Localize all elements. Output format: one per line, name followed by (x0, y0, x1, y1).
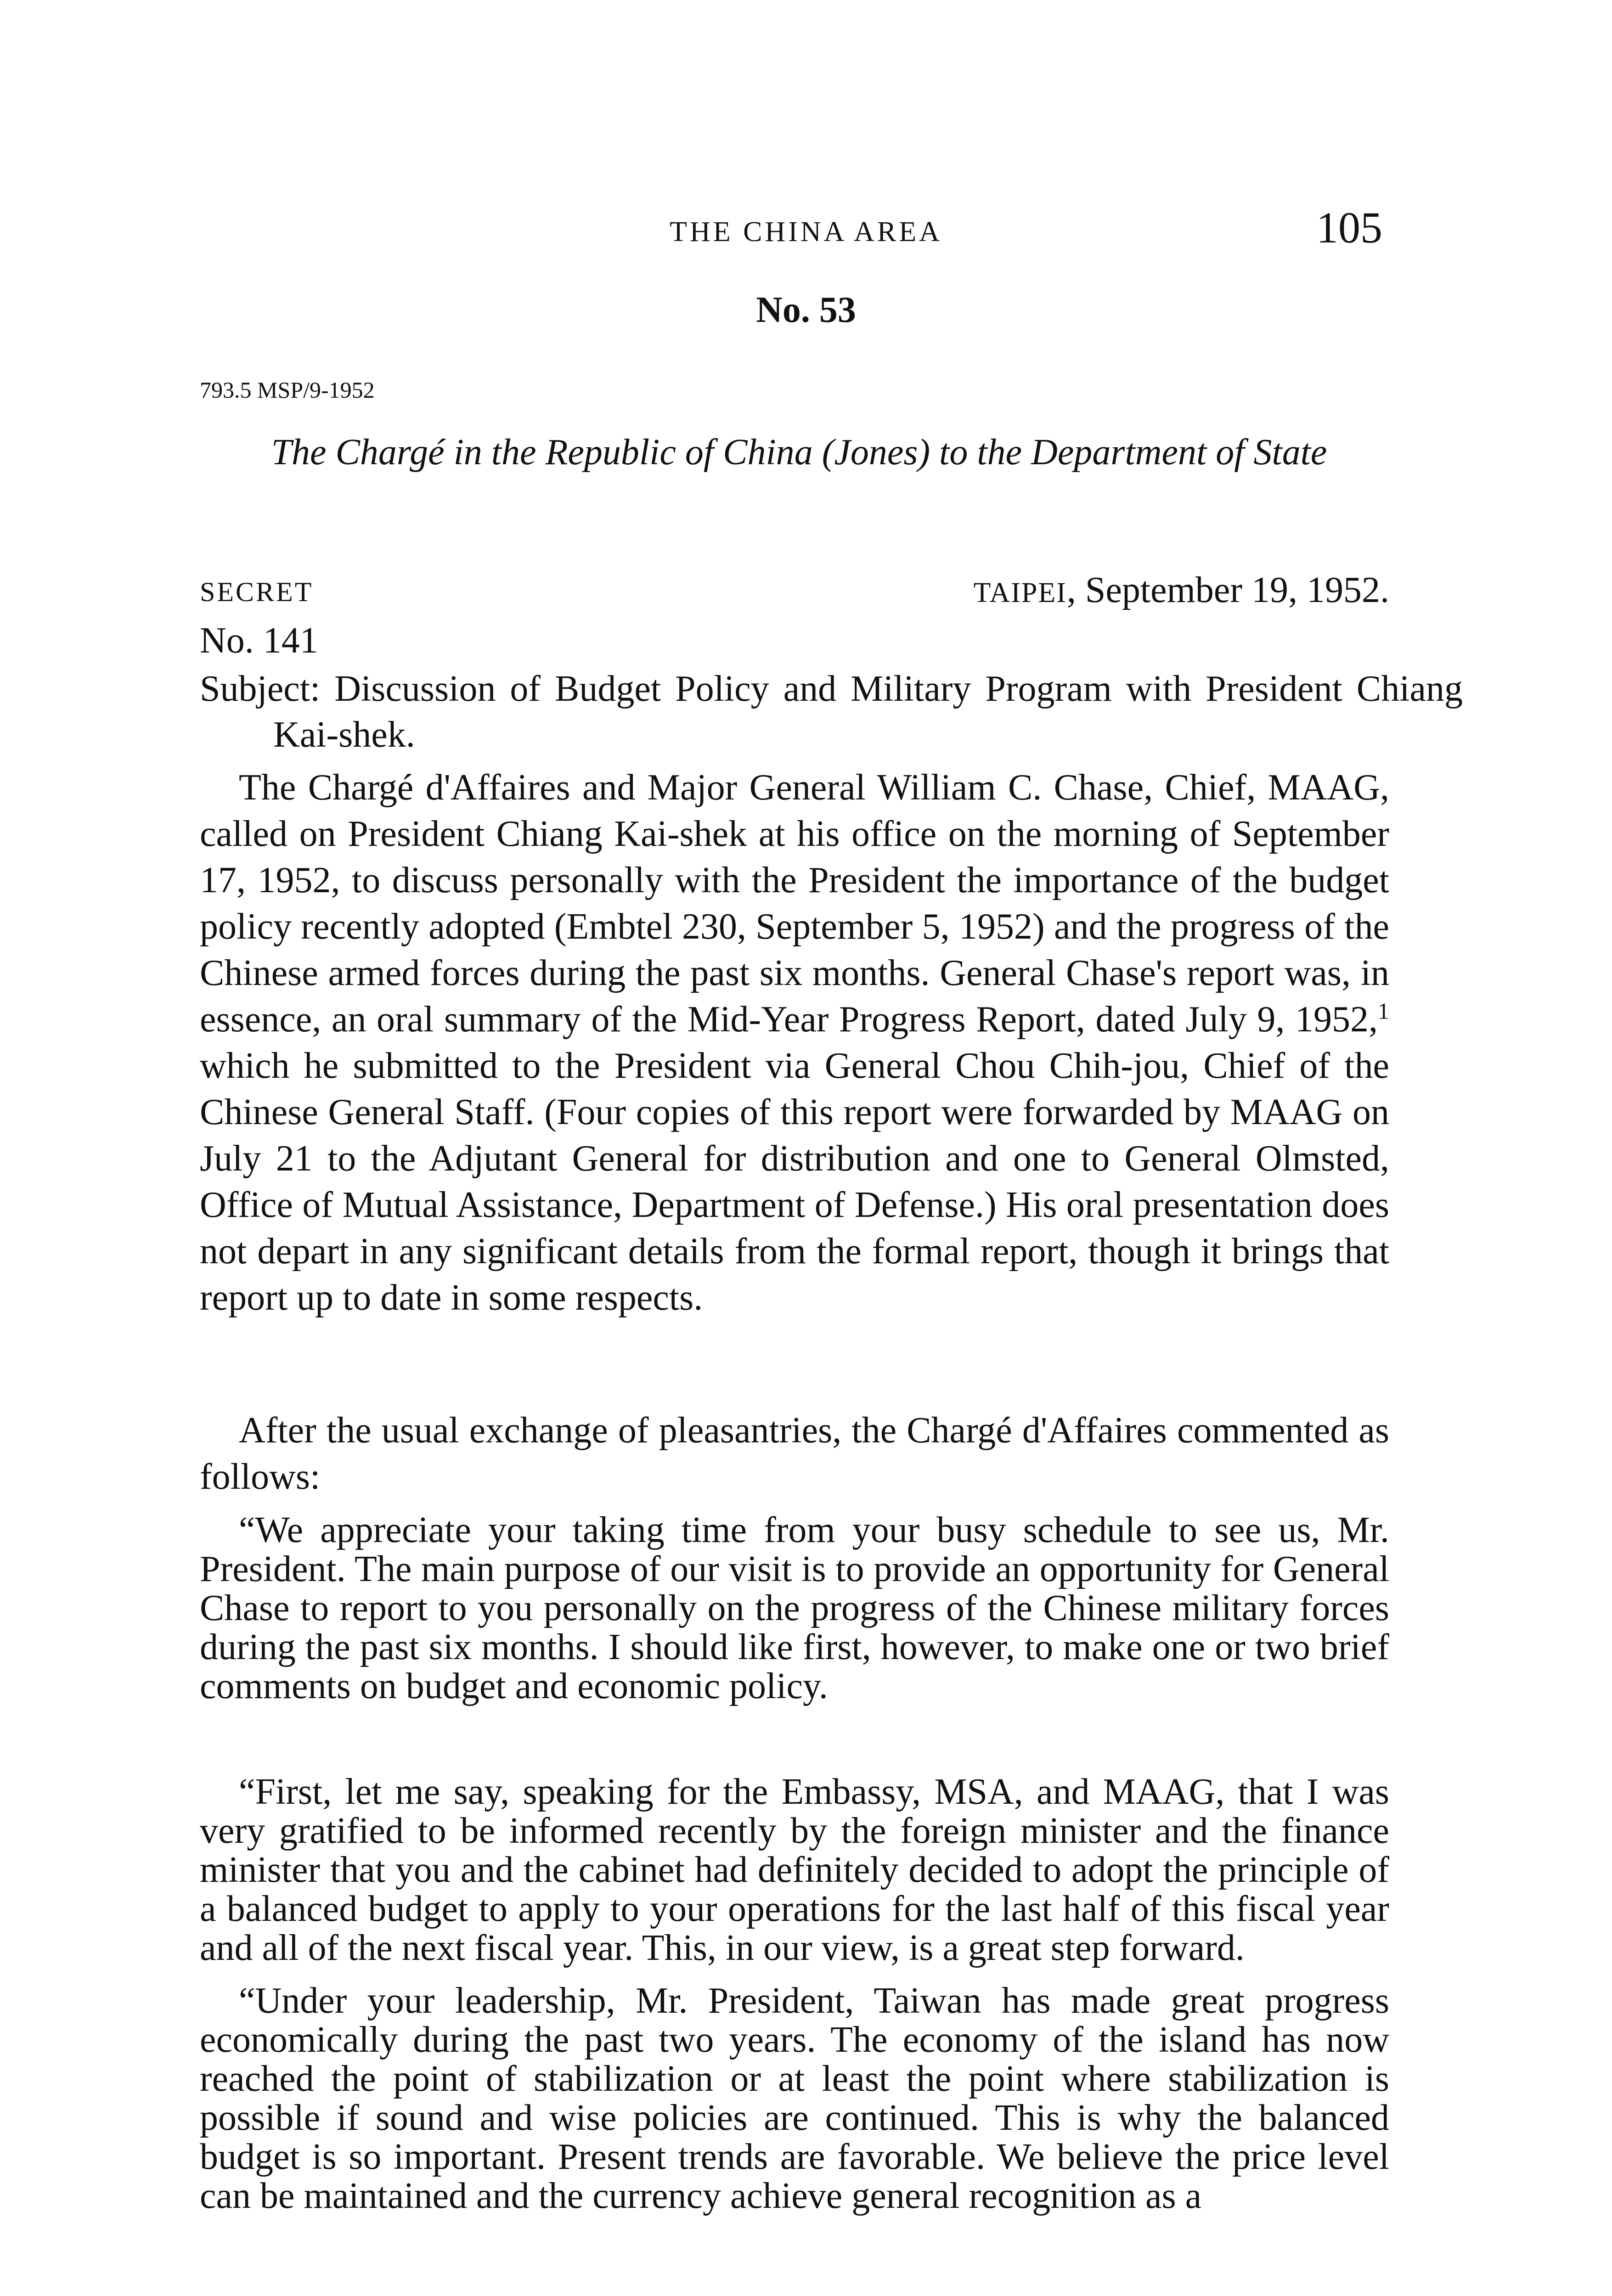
running-head: THE CHINA AREA (670, 216, 942, 248)
footnote-reference: 1 (1378, 998, 1389, 1024)
body-paragraph (200, 765, 1389, 1321)
paragraph-text: which he submitted to the President via General Chou Chih-jou, Chief of the Chinese General Staff. (Four copies of this report were forwarded by MAAG on July 21 to the Adjutant General for distribution and one to General Olmsted, Office of Mutual Assistance, Department of Defense.) His oral presentation does not depart in any significant details from the formal report, though it brings that report up to date in some respects. (200, 1046, 1389, 1318)
quoted-paragraph: “Under your leadership, Mr. President, Taiwan has made great progress economically during the past two years. The economy of the island has now reached the point of stabilization or at least the point where stabilization is possible if sound and wise policies are continued. This is why the balanced budget is so important. Present trends are favorable. We believe the price level can be maintained and the currency achieve general recognition as a (200, 1981, 1389, 2216)
dateline-date: , September 19, 1952. (1066, 570, 1389, 610)
body-paragraph: After the usual exchange of pleasantries, the Chargé d'Affaires commented as follows: (200, 1410, 1389, 1497)
quoted-paragraph: “We appreciate your taking time from your busy schedule to see us, Mr. President. The main purpose of our visit is to provide an opportunity for General Chase to report to you personally on the progress of the Chinese military forces during the past six months. I should like first, however, to make one or two brief comments on budget and economic policy. (200, 1510, 1389, 1706)
paragraph-text: The Chargé d'Affaires and Major General William C. Chase, Chief, MAAG, called on President Chiang Kai-shek at his office on the morning of September 17, 1952, to discuss personally with the President the importance of the budget policy recently adopted (Embtel 230, September 5, 1952) and the progress of the Chinese armed forces during the past six months. General Chase's report was, in essence, an oral summary of the Mid-Year Progress Report, dated July 9, 1952, (200, 767, 1389, 1040)
dateline-place: TAIPEI (973, 577, 1067, 608)
despatch-number: No. 141 (200, 620, 318, 661)
document-number: No. 53 (756, 290, 856, 330)
subject-line: Subject: Discussion of Budget Policy and Military Program with President Chiang Kai-shek. (200, 669, 1463, 755)
classification-label: SECRET (200, 577, 314, 607)
file-reference: 793.5 MSP/9-1952 (200, 377, 375, 403)
dateline (974, 569, 1389, 611)
quoted-paragraph: “First, let me say, speaking for the Embassy, MSA, and MAAG, that I was very gratified to be informed recently by the foreign minister and the finance minister that you and the cabinet had definitely decided to adopt the principle of a balanced budget to apply to your operations for the last half of this fiscal year and all of the next fiscal year. This, in our view, is a great step forward. (200, 1772, 1389, 1968)
document-title: The Chargé in the Republic of China (Jones) to the Department of State (271, 432, 1327, 473)
page-number: 105 (1316, 203, 1382, 252)
